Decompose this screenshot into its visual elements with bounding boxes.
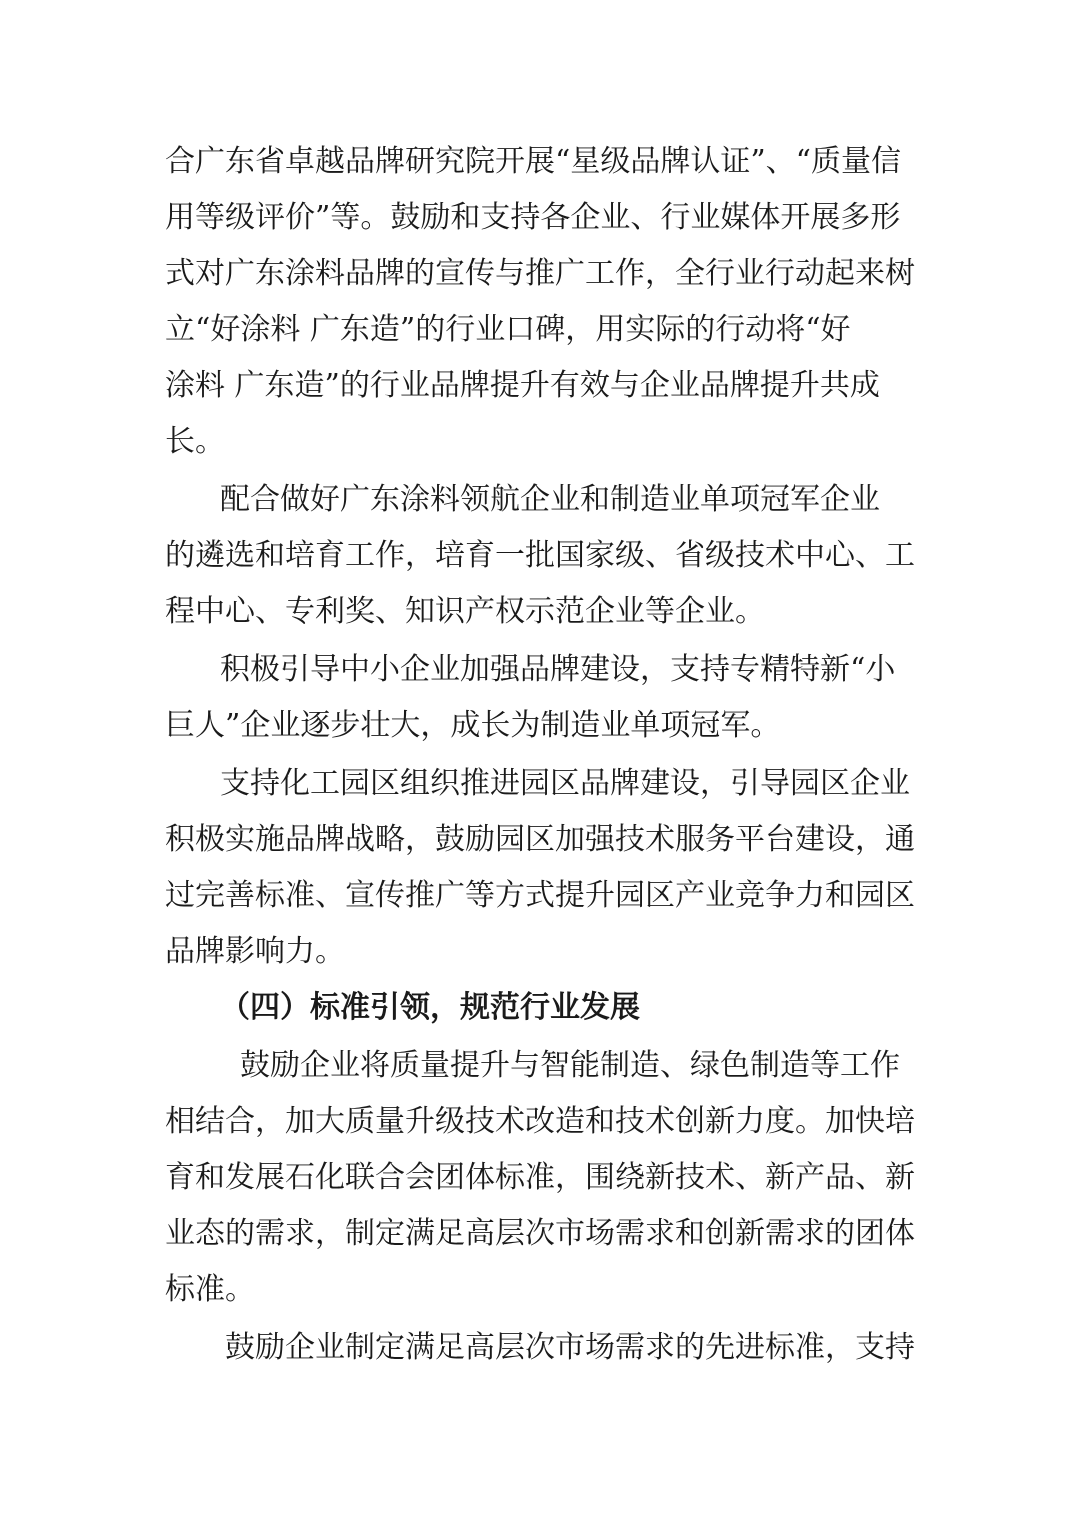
- text-line: 积极引导中小企业加强品牌建设，支持专精特新“小: [220, 652, 896, 687]
- text-line: 立“好涂料 广东造”的行业口碑，用实际的行动将“好: [165, 312, 851, 347]
- section-heading: （四）标准引领，规范行业发展: [220, 990, 640, 1025]
- text-line: 长。: [165, 424, 225, 459]
- text-line: 标准。: [165, 1272, 255, 1307]
- text-line: 巨人”企业逐步壮大，成长为制造业单项冠军。: [165, 708, 781, 743]
- text-line: 涂料 广东造”的行业品牌提升有效与企业品牌提升共成: [165, 368, 880, 403]
- text-line: 支持化工园区组织推进园区品牌建设，引导园区企业: [220, 766, 910, 801]
- text-line: 用等级评价”等。鼓励和支持各企业、行业媒体开展多形: [165, 200, 901, 235]
- text-line: 配合做好广东涂料领航企业和制造业单项冠军企业: [220, 482, 880, 517]
- text-line: 过完善标准、宣传推广等方式提升园区产业竞争力和园区: [165, 878, 915, 913]
- text-line: 程中心、专利奖、知识产权示范企业等企业。: [165, 594, 765, 629]
- text-line: 积极实施品牌战略，鼓励园区加强技术服务平台建设，通: [165, 822, 915, 857]
- text-line: 品牌影响力。: [165, 934, 345, 969]
- text-line: 式对广东涂料品牌的宣传与推广工作，全行业行动起来树: [165, 256, 915, 291]
- text-line: 合广东省卓越品牌研究院开展“星级品牌认证”、“质量信: [165, 144, 902, 179]
- text-line: 业态的需求，制定满足高层次市场需求和创新需求的团体: [165, 1216, 915, 1251]
- text-line: 鼓励企业制定满足高层次市场需求的先进标准，支持: [225, 1330, 915, 1365]
- text-line: 相结合，加大质量升级技术改造和技术创新力度。加快培: [165, 1104, 915, 1139]
- text-line: 鼓励企业将质量提升与智能制造、绿色制造等工作: [240, 1048, 900, 1083]
- text-line: 育和发展石化联合会团体标准，围绕新技术、新产品、新: [165, 1160, 915, 1195]
- text-line: 的遴选和培育工作，培育一批国家级、省级技术中心、工: [165, 538, 915, 573]
